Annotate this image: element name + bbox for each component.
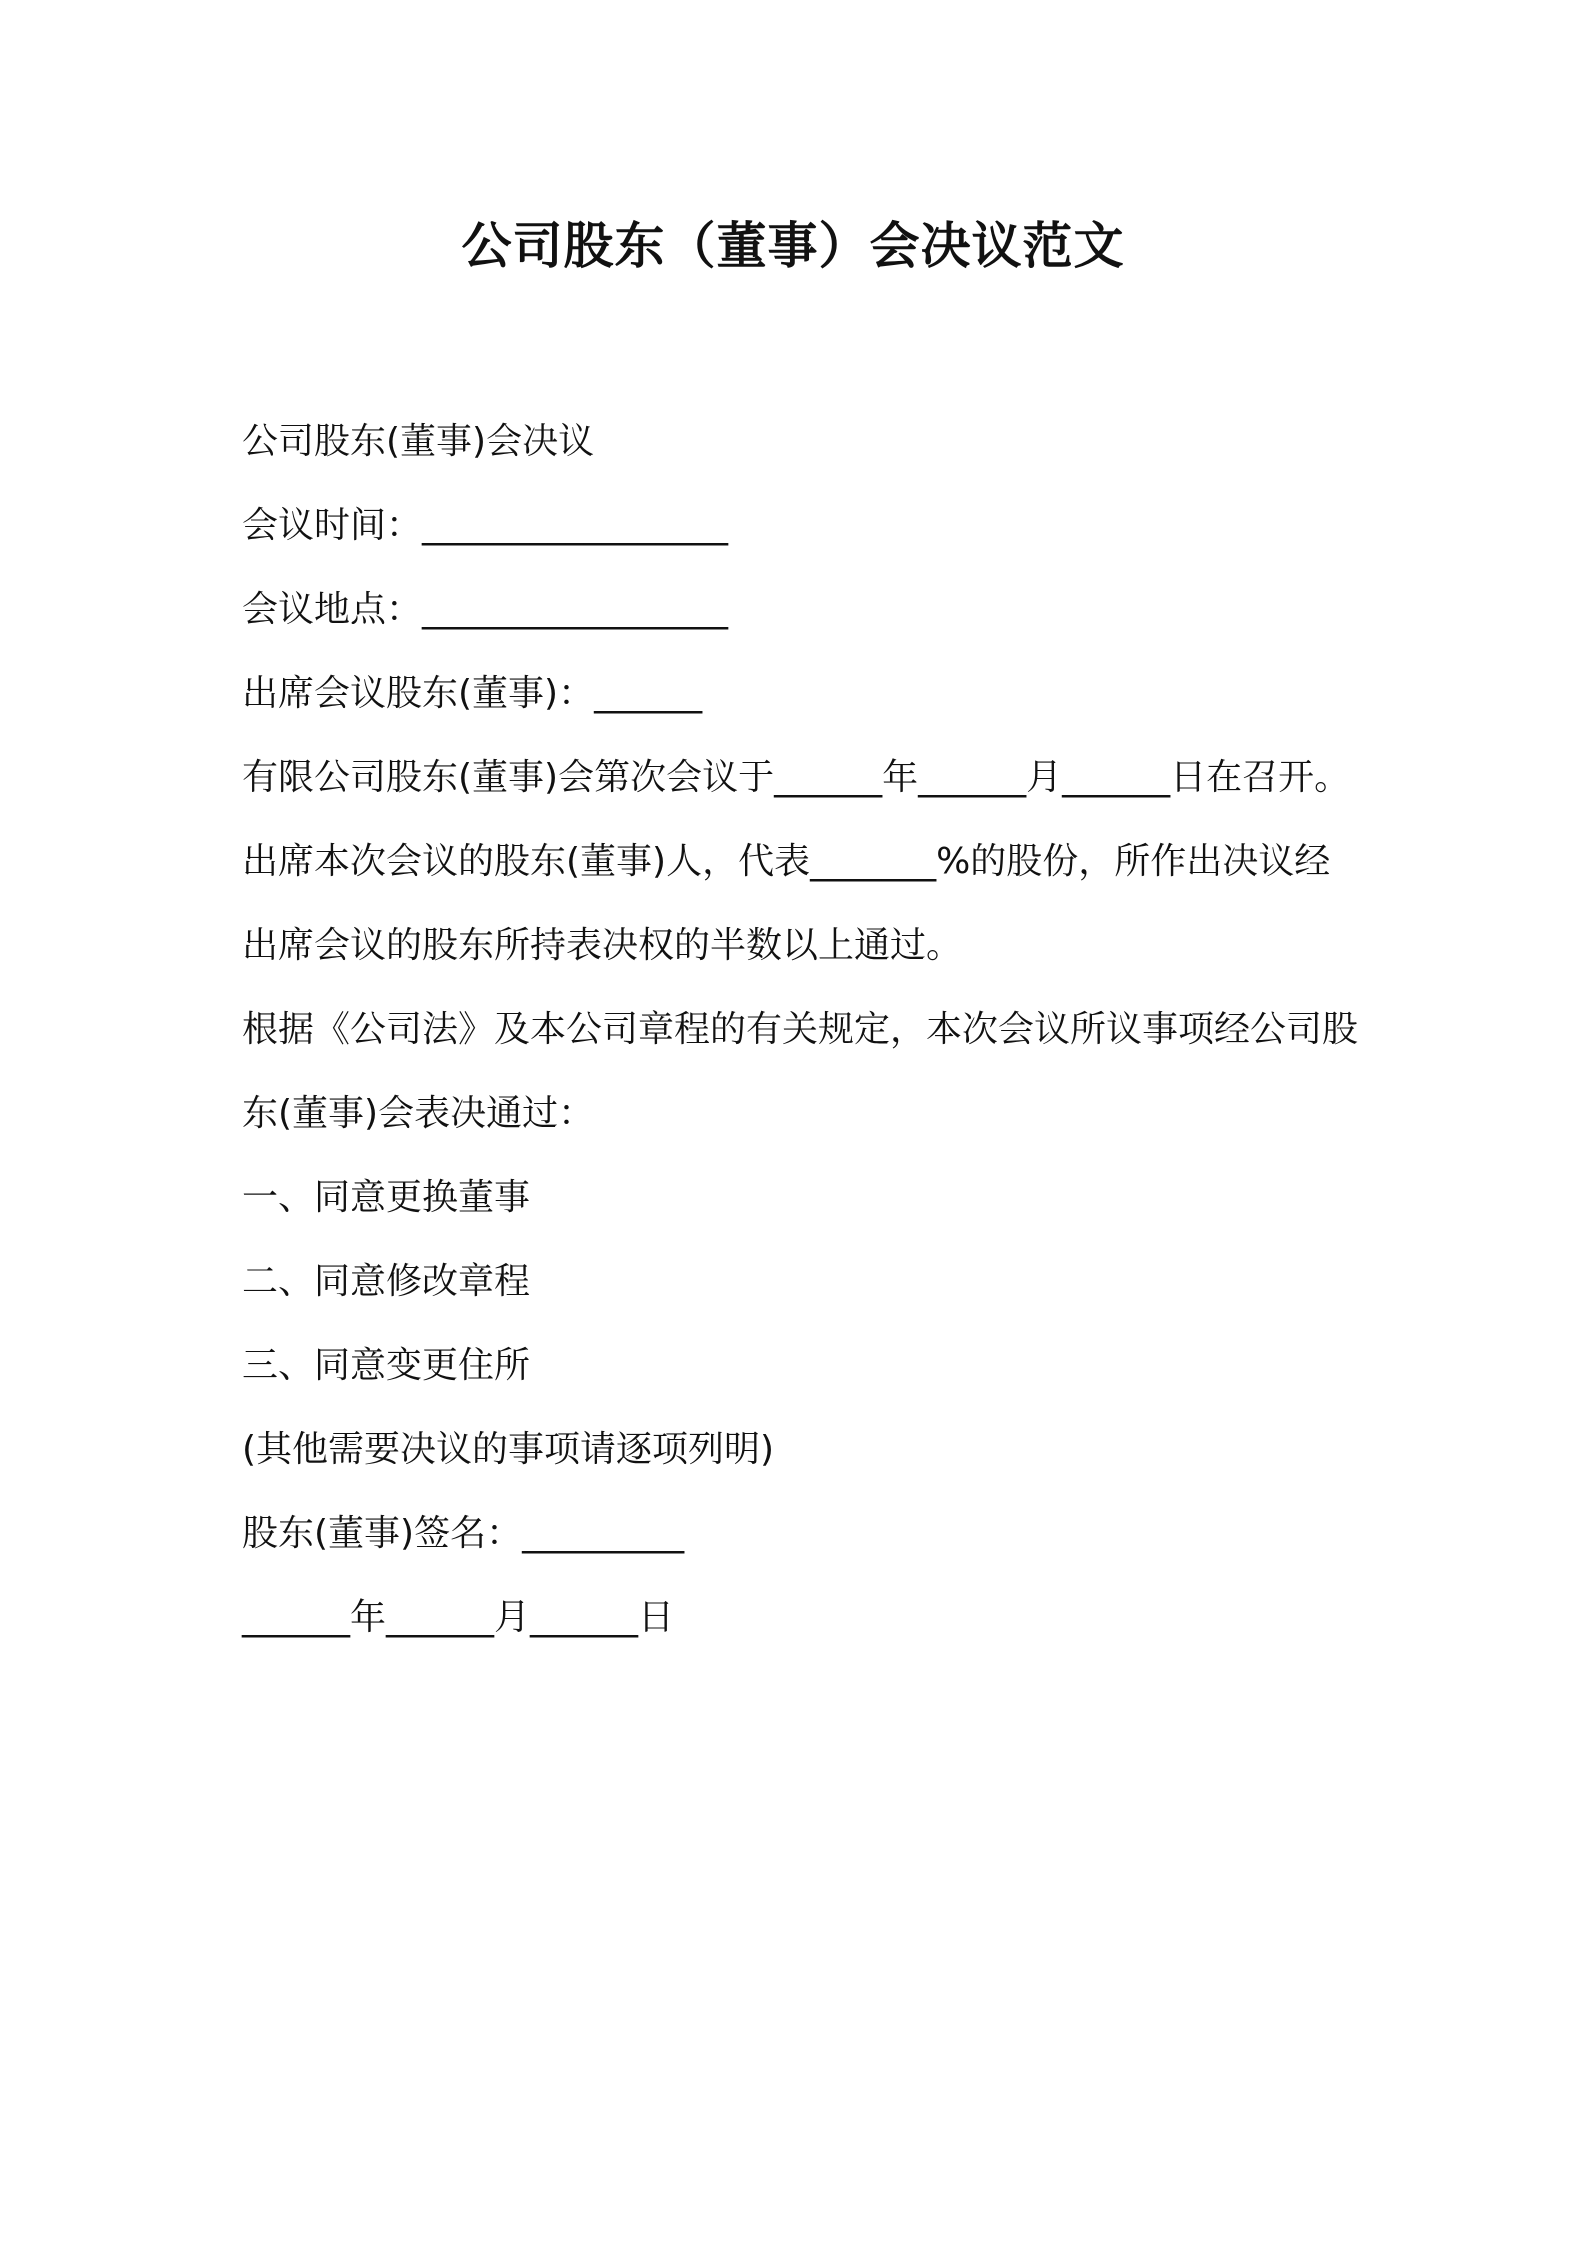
meeting-location-line: 会议地点：_________________ [242,589,729,630]
resolution-item: 一、同意更换董事 [242,1177,531,1218]
additional-items-note: (其他需要决议的事项请逐项列明) [242,1429,775,1470]
resolution-item: 二、同意修改章程 [242,1261,531,1302]
meeting-details-paragraph: 有限公司股东(董事)会第次会议于______年______月______日在召开。出席本次会议的股东(董事)人，代表_______%的股份，所作出决议经出席会议的股东所持表决权的半数以上通过。 [242,757,1351,966]
legal-basis-paragraph: 根据《公司法》及本公司章程的有关规定，本次会议所议事项经公司股东(董事)会表决通过： [242,1009,1359,1134]
document-title: 公司股东（董事）会决议范文 [461,217,1125,275]
resolution-item: 三、同意变更住所 [242,1345,531,1386]
resolution-heading: 公司股东(董事)会决议 [242,421,595,462]
date-line: ______年______月______日 [242,1597,674,1638]
signature-line: 股东(董事)签名：_________ [242,1513,685,1554]
attending-shareholders-line: 出席会议股东(董事)：______ [242,673,703,714]
meeting-time-line: 会议时间：_________________ [242,505,729,546]
document-body [242,400,1362,1660]
signature-block [242,1492,1362,1660]
